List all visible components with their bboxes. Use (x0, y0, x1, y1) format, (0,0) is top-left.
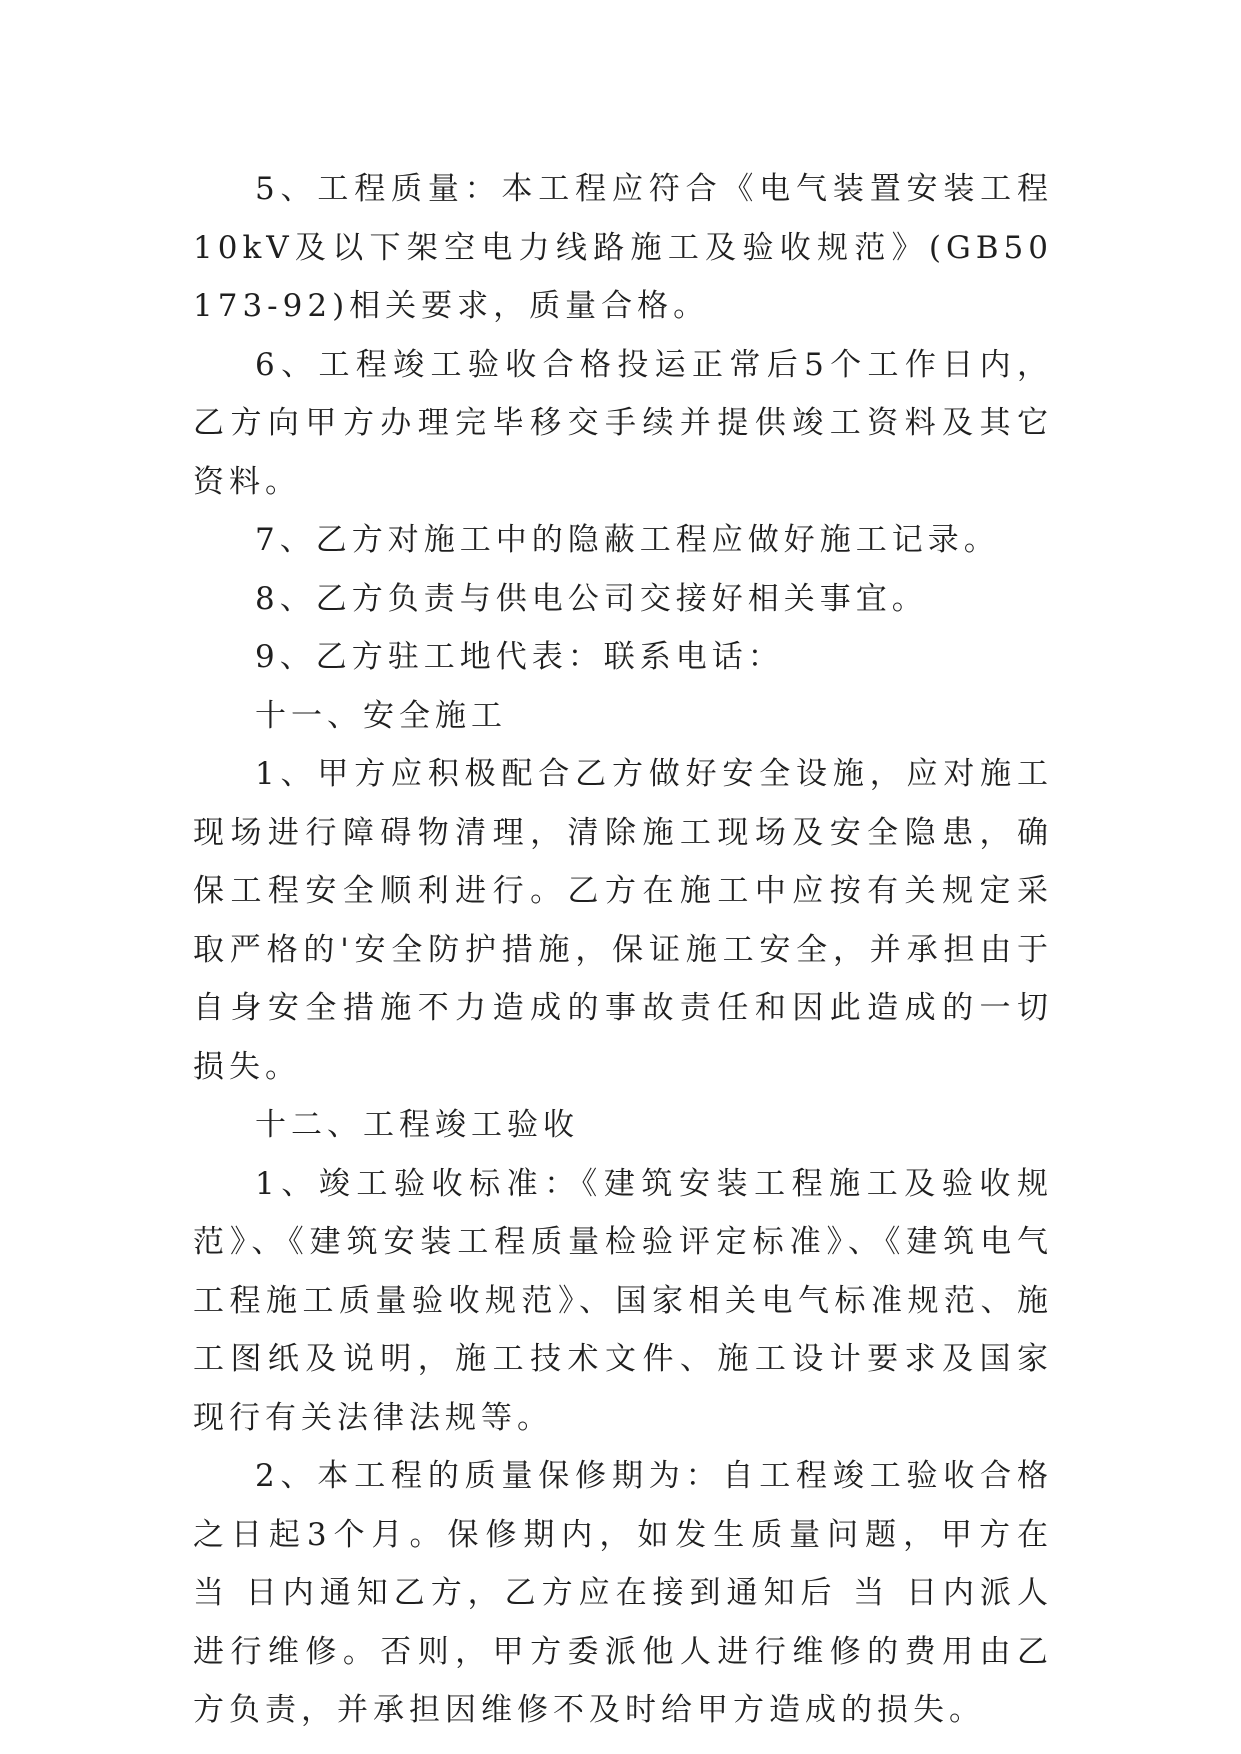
paragraph-warranty: 2、本工程的质量保修期为：自工程竣工验收合格之日起3个月。保修期内，如发生质量问题，甲方在 当 日内通知乙方，乙方应在接到通知后 当 日内派人进行维修。否则，甲方委派他人进行维修的费用由乙方负责，并承担因维修不及时给甲方造成的损失。 (193, 1458, 1053, 1728)
paragraph-safety-measures: 1、甲方应积极配合乙方做好安全设施，应对施工现场进行障碍物清理，清除施工现场及安全隐患，确保工程安全顺利进行。乙方在施工中应按有关规定采取严格的'安全防护措施，保证施工安全，并承担由于自身安全措施不力造成的事故责任和因此造成的一切损失。 (193, 756, 1053, 1085)
paragraph-handover: 6、工程竣工验收合格投运正常后5个工作日内，乙方向甲方办理完毕移交手续并提供竣工资料及其它资料。 (193, 346, 1053, 500)
paragraph-acceptance-standards: 1、竣工验收标准：《建筑安装工程施工及验收规范》、《建筑安装工程质量检验评定标准》、《建筑电气工程施工质量验收规范》、国家相关电气标准规范、施工图纸及说明，施工技术文件、施工设计要求及国家现行有关法律法规等。 (193, 1165, 1053, 1436)
paragraph-concealed-works: 7、乙方对施工中的隐蔽工程应做好施工记录。 (255, 522, 1000, 558)
section-heading-safety: 十一、安全施工 (255, 697, 507, 734)
paragraph-power-company: 8、乙方负责与供电公司交接好相关事宜。 (255, 580, 928, 617)
paragraph-quality: 5、工程质量：本工程应符合《电气装置安装工程10kV及以下架空电力线路施工及验收规范》(GB50173-92)相关要求，质量合格。 (193, 171, 1053, 324)
paragraph-site-representative: 9、乙方驻工地代表：联系电话： (255, 639, 784, 675)
document-body (193, 160, 1053, 1740)
section-heading-acceptance: 十二、工程竣工验收 (255, 1107, 579, 1143)
